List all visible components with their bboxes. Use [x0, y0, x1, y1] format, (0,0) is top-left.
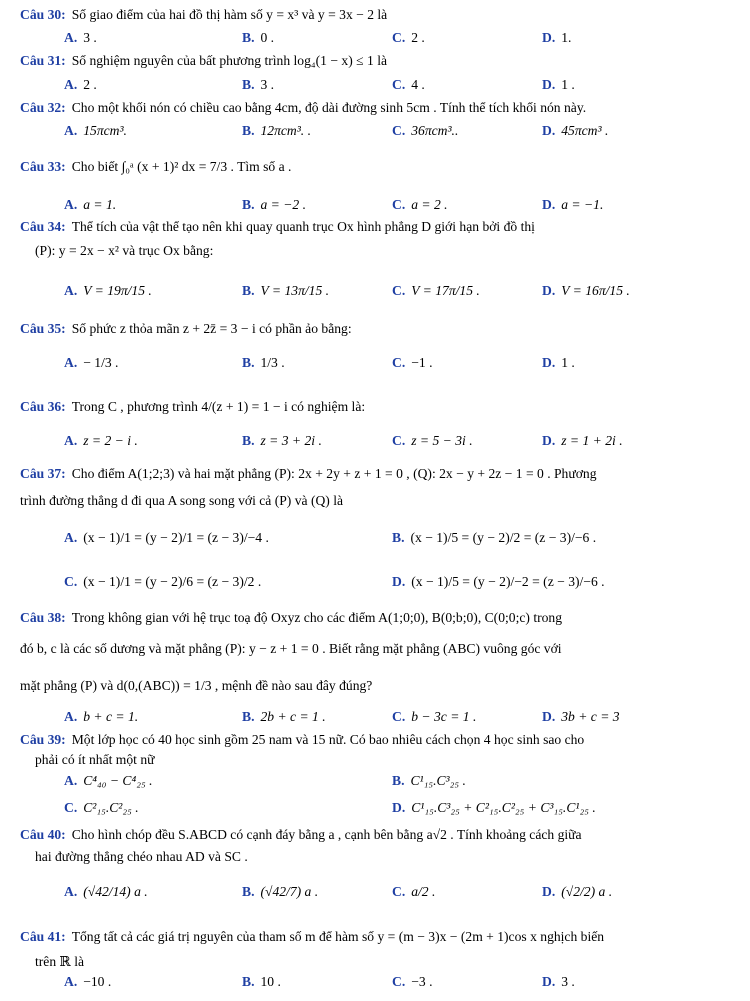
question-text: Số phức z thỏa mãn z + 2z̄ = 3 − i có phần ảo bằng: [71, 321, 352, 336]
option-b[interactable]: B. 10 . [242, 974, 281, 989]
options-32 [42, 123, 732, 147]
question-label: Câu 39: [20, 732, 66, 747]
option-c[interactable]: C. 4 . [392, 77, 425, 92]
option-c[interactable]: C. −3 . [392, 974, 433, 989]
option-b[interactable]: B. 3 . [242, 77, 275, 92]
question-38-line-3: mặt phẳng (P) và d(0,(ABC)) = 1/3 , mệnh đề nào sau đây đúng? [20, 678, 373, 693]
options-38 [42, 709, 732, 733]
question-text: Cho điểm A(1;2;3) và hai mặt phẳng (P): 2x + 2y + z + 1 = 0 , (Q): 2x − y + 2z − 1 = 0 . Phương [71, 466, 597, 481]
question-text: Tổng tất cả các giá trị nguyên của tham số m để hàm số y = (m − 3)x − (2m + 1)cos x nghịch biến [71, 929, 605, 944]
question-36 [20, 398, 732, 416]
option-d[interactable]: D. a = −1. [542, 197, 604, 212]
question-label: Câu 38: [20, 610, 66, 625]
question-text: Một lớp học có 40 học sinh gồm 25 nam và 15 nữ. Có bao nhiêu cách chọn 4 học sinh sao cho [71, 732, 585, 747]
question-33 [20, 158, 732, 176]
options-40 [42, 884, 732, 908]
question-32 [20, 99, 732, 117]
option-d[interactable]: D. 1 . [542, 77, 575, 92]
option-a[interactable]: A. 2 . [64, 77, 97, 92]
options-35 [42, 355, 732, 379]
option-a[interactable]: A. 15πcm³. [64, 123, 127, 138]
option-c[interactable]: C. 2 . [392, 30, 425, 45]
option-c[interactable]: C. −1 . [392, 355, 433, 370]
option-b[interactable]: B. 2b + c = 1 . [242, 709, 326, 724]
question-text: Thể tích của vật thể tạo nên khi quay quanh trục Ox hình phẳng D giới hạn bởi đồ thị [71, 219, 535, 234]
option-a[interactable]: A. V = 19π/15 . [64, 283, 152, 298]
option-c[interactable]: C. b − 3c = 1 . [392, 709, 477, 724]
question-38-line-2: đó b, c là các số dương và mặt phẳng (P): y − z + 1 = 0 . Biết rằng mặt phẳng (ABC) vuông góc với [20, 641, 562, 656]
question-label: Câu 31: [20, 53, 66, 68]
option-b[interactable]: B. V = 13π/15 . [242, 283, 330, 298]
option-d[interactable]: D. C¹₁₅.C³₂₅ + C²₁₅.C²₂₅ + C³₁₅.C¹₂₅ . [392, 800, 596, 815]
question-40 [20, 826, 732, 844]
option-b[interactable]: B. a = −2 . [242, 197, 307, 212]
question-label: Câu 41: [20, 929, 66, 944]
options-37-row-2 [42, 574, 732, 598]
option-a[interactable]: A. (√42/14) a . [64, 884, 148, 899]
question-label: Câu 32: [20, 100, 66, 115]
option-b[interactable]: B. 0 . [242, 30, 275, 45]
options-41 [42, 974, 732, 998]
question-label: Câu 35: [20, 321, 66, 336]
question-label: Câu 40: [20, 827, 66, 842]
options-30 [42, 30, 732, 54]
question-34-line-2: (P): y = 2x − x² và trục Ox bằng: [35, 243, 214, 258]
option-d[interactable]: D. 3b + c = 3 [542, 709, 620, 724]
option-a[interactable]: A. C⁴₄₀ − C⁴₂₅ . [64, 773, 153, 788]
question-37-line-2: trình đường thẳng d đi qua A song song với cả (P) và (Q) là [20, 493, 344, 508]
option-a[interactable]: A. z = 2 − i . [64, 433, 138, 448]
question-30 [20, 6, 732, 24]
question-text: Số nghiệm nguyên của bất phương trình log₄(1 − x) ≤ 1 là [71, 53, 388, 68]
option-c[interactable]: C. a = 2 . [392, 197, 448, 212]
question-41-line-2: trên ℝ là [35, 954, 85, 969]
question-31 [20, 52, 732, 70]
question-text: Cho biết ∫₀ᵃ (x + 1)² dx = 7/3 . Tìm số a . [71, 159, 292, 174]
question-39-line-2: phải có ít nhất một nữ [35, 752, 155, 767]
option-c[interactable]: C. V = 17π/15 . [392, 283, 480, 298]
question-text: Trong C , phương trình 4/(z + 1) = 1 − i có nghiệm là: [71, 399, 366, 414]
options-37-row-1 [42, 530, 732, 554]
option-a[interactable]: A. b + c = 1. [64, 709, 139, 724]
option-d[interactable]: D. 3 . [542, 974, 575, 989]
options-39-row-1 [42, 773, 732, 797]
options-31 [42, 77, 732, 101]
question-label: Câu 37: [20, 466, 66, 481]
option-b[interactable]: B. 12πcm³. . [242, 123, 311, 138]
option-b[interactable]: B. 1/3 . [242, 355, 285, 370]
question-35 [20, 320, 732, 338]
option-a[interactable]: A. − 1/3 . [64, 355, 119, 370]
option-d[interactable]: D. V = 16π/15 . [542, 283, 630, 298]
question-40-line-2: hai đường thẳng chéo nhau AD và SC . [35, 849, 248, 864]
question-34 [20, 218, 732, 236]
options-39-row-2 [42, 800, 732, 824]
option-a[interactable]: A. −10 . [64, 974, 112, 989]
option-b[interactable]: B. (√42/7) a . [242, 884, 319, 899]
question-label: Câu 34: [20, 219, 66, 234]
question-39 [20, 731, 732, 749]
question-38 [20, 609, 732, 627]
question-label: Câu 36: [20, 399, 66, 414]
option-d[interactable]: D. (√2/2) a . [542, 884, 613, 899]
option-b[interactable]: B. (x − 1)/5 = (y − 2)/2 = (z − 3)/−6 . [392, 530, 597, 545]
option-d[interactable]: D. z = 1 + 2i . [542, 433, 623, 448]
option-a[interactable]: A. (x − 1)/1 = (y − 2)/1 = (z − 3)/−4 . [64, 530, 269, 545]
option-d[interactable]: D. 1. [542, 30, 572, 45]
question-text: Cho một khối nón có chiều cao bằng 4cm, độ dài đường sinh 5cm . Tính thể tích khối nón này. [71, 100, 587, 115]
question-41 [20, 928, 732, 946]
option-b[interactable]: B. z = 3 + 2i . [242, 433, 322, 448]
question-text: Cho hình chóp đều S.ABCD có cạnh đáy bằng a , cạnh bên bằng a√2 . Tính khoảng cách giữa [71, 827, 582, 842]
option-c[interactable]: C. 36πcm³.. [392, 123, 459, 138]
question-37 [20, 465, 732, 483]
option-c[interactable]: C. a/2 . [392, 884, 436, 899]
option-a[interactable]: A. a = 1. [64, 197, 117, 212]
options-36 [42, 433, 732, 457]
option-a[interactable]: A. 3 . [64, 30, 97, 45]
question-text: Trong không gian với hệ trục toạ độ Oxyz cho các điểm A(1;0;0), B(0;b;0), C(0;0;c) trong [71, 610, 563, 625]
options-34 [42, 283, 732, 307]
question-text: Số giao điểm của hai đồ thị hàm số y = x³ và y = 3x − 2 là [71, 7, 388, 22]
option-b[interactable]: B. C¹₁₅.C³₂₅ . [392, 773, 466, 788]
option-c[interactable]: C. z = 5 − 3i . [392, 433, 473, 448]
question-label: Câu 30: [20, 7, 66, 22]
option-d[interactable]: D. 1 . [542, 355, 575, 370]
option-d[interactable]: D. (x − 1)/5 = (y − 2)/−2 = (z − 3)/−6 . [392, 574, 605, 589]
question-label: Câu 33: [20, 159, 66, 174]
option-c[interactable]: C. (x − 1)/1 = (y − 2)/6 = (z − 3)/2 . [64, 574, 262, 589]
option-c[interactable]: C. C²₁₅.C²₂₅ . [64, 800, 139, 815]
option-d[interactable]: D. 45πcm³ . [542, 123, 609, 138]
